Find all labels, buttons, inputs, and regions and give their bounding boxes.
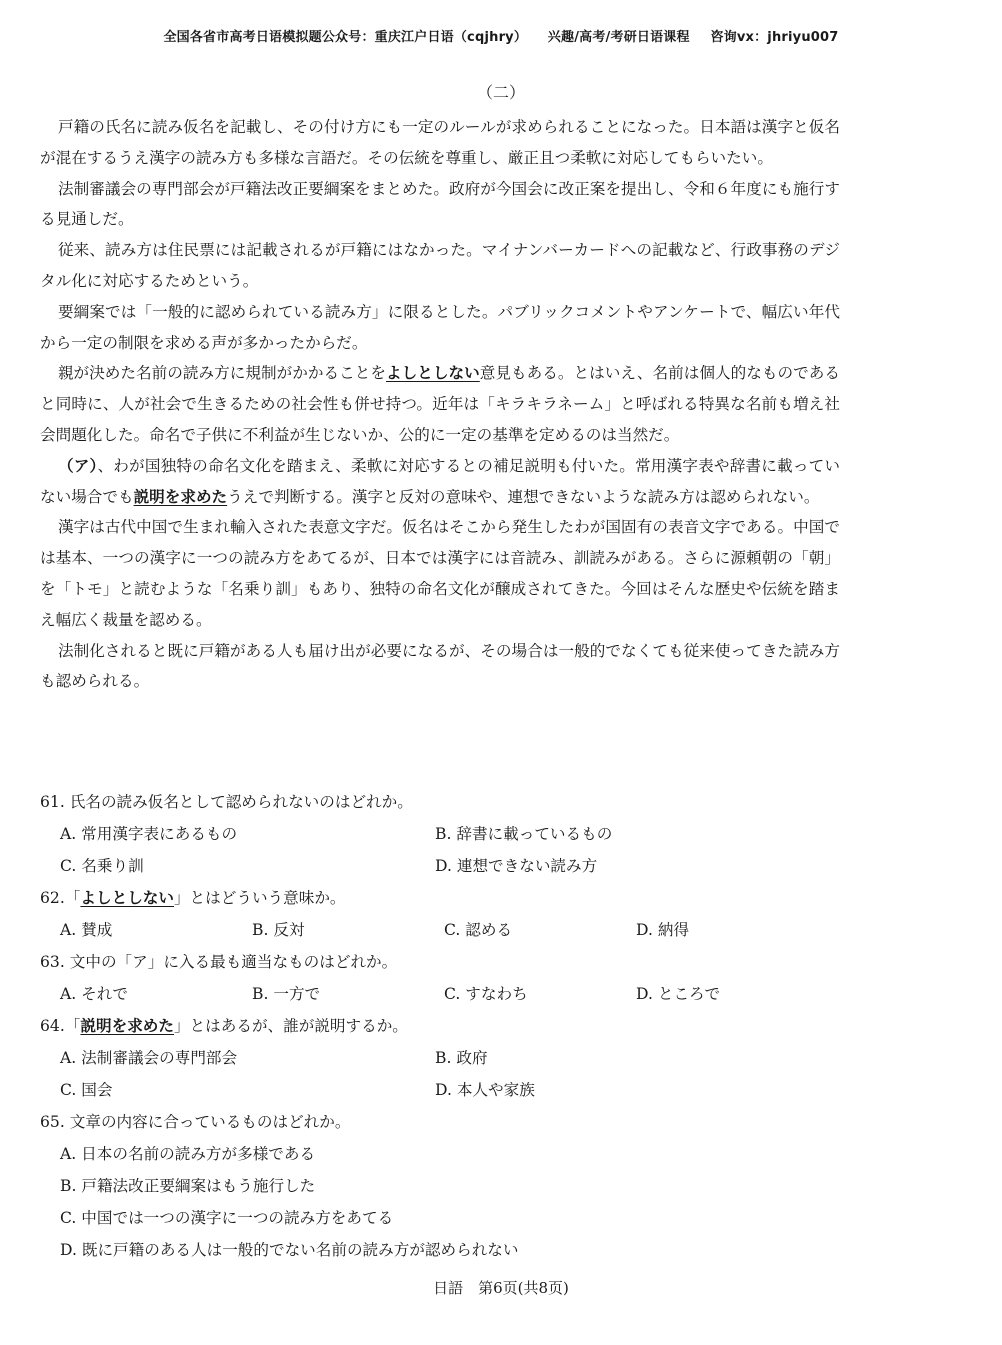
option-c: C. 中国では一つの漢字に一つの読み方をあてる	[60, 1209, 394, 1227]
option-group	[40, 1042, 870, 1106]
section-title: （二）	[476, 83, 525, 102]
option-b: B. 戸籍法改正要綱案はもう施行した	[60, 1177, 316, 1195]
question-stem: 61. 氏名の読み仮名として認められないのはどれか。	[40, 793, 413, 811]
question-stem: 63. 文中の「ア」に入る最も適当なものはどれか。	[40, 953, 398, 971]
stem-after: 」とはどういう意味か。	[173, 889, 346, 907]
page-header	[0, 26, 1002, 45]
option-d: D. 納得	[636, 921, 690, 939]
p6-text-after: うえで判断する。漢字と反対の意味や、連想できないような読み方は認められない。	[227, 487, 820, 506]
header-contact: 咨询vx：jhriyu007	[710, 30, 839, 45]
underlined-phrase-yoshitoshinai: よしとしない	[386, 363, 480, 383]
paragraph-2: 法制審議会の専門部会が戸籍法改正要綱案をまとめた。政府が今国会に改正案を提出し、令和６年度にも施行する見通しだ。	[40, 179, 840, 229]
paragraph-4: 要綱案では「一般的に認められている読み方」に限るとした。パブリックコメントやアンケートで、幅広い年代から一定の制限を求める声が多かったからだ。	[40, 302, 840, 352]
paragraph-8: 法制化されると既に戸籍がある人も届け出が必要になるが、その場合は一般的でなくても従来使ってきた読み方も認められる。	[40, 641, 840, 691]
question-stem	[40, 1010, 870, 1042]
option-b: B. 一方で	[252, 985, 321, 1003]
question-stem	[40, 882, 870, 914]
option-c: C. すなわち	[444, 985, 528, 1003]
reading-passage	[40, 112, 840, 697]
option-c: C. 名乗り訓	[60, 857, 144, 875]
p5-text-after: 意見もある。とはいえ、名前は個人的なものであると同時に、人が社会で生きるための社会性も併せ持つ。近年は「キラキラネーム」と呼ばれる特異な名前も増え社会問題化した。命名で子供に不利益が生じないか、公的に一定の基準を定めるのは当然だ。	[40, 364, 840, 444]
option-a: A. それで	[60, 985, 128, 1003]
question-65	[40, 1106, 870, 1266]
option-c: C. 認める	[444, 921, 513, 939]
option-d: D. 本人や家族	[435, 1081, 535, 1099]
option-c: C. 国会	[60, 1081, 113, 1099]
option-a: A. 賛成	[60, 921, 113, 939]
paragraph-5	[40, 358, 840, 450]
question-63	[40, 946, 870, 1010]
option-a: A. 日本の名前の読み方が多様である	[60, 1145, 316, 1163]
paragraph-6	[40, 451, 840, 513]
question-61	[40, 786, 870, 882]
option-group	[40, 818, 870, 882]
option-group	[40, 914, 870, 946]
question-62	[40, 882, 870, 946]
option-group	[40, 978, 870, 1010]
option-group	[40, 1138, 870, 1266]
page-footer: 日語 第6页(共8页)	[433, 1279, 569, 1297]
question-list	[40, 786, 870, 1266]
header-account: 全国各省市高考日语模拟题公众号：重庆江户日语（cqjhry）	[163, 30, 528, 45]
paragraph-1: 戸籍の氏名に読み仮名を記載し、その付け方にも一定のルールが求められることになった。日本語は漢字と仮名が混在するうえ漢字の読み方も多様な言語だ。その伝統を尊重し、厳正且つ柔軟に対応してもらいたい。	[40, 118, 840, 167]
option-b: B. 政府	[435, 1049, 488, 1067]
stem-before: 62.「	[40, 889, 81, 907]
paragraph-3: 従来、読み方は住民票には記載されるが戸籍にはなかった。マイナンバーカードへの記載など、行政事務のデジタル化に対応するためという。	[40, 241, 840, 290]
stem-before: 64.「	[40, 1017, 81, 1035]
option-d: D. ところで	[636, 985, 721, 1003]
option-a: A. 法制審議会の専門部会	[60, 1049, 238, 1067]
stem-after: 」とはあるが、誰が説明するか。	[173, 1017, 408, 1035]
paragraph-7: 漢字は古代中国で生まれ輸入された表意文字だ。仮名はそこから発生したわが国固有の表音文字である。中国では基本、一つの漢字に一つの読み方をあてるが、日本では漢字には音読み、訓読みがある。さらに源頼朝の「朝」を「トモ」と読むような「名乗り訓」もあり、独特の命名文化が醸成されてきた。今回はそんな歴史や伝統を踏まえ幅広く裁量を認める。	[40, 518, 840, 629]
question-stem: 65. 文章の内容に合っているものはどれか。	[40, 1113, 351, 1131]
option-d: D. 連想できない読み方	[435, 857, 598, 875]
question-64	[40, 1010, 870, 1106]
option-b: B. 辞書に載っているもの	[435, 825, 613, 843]
stem-underlined: よしとしない	[80, 888, 174, 907]
option-d: D. 既に戸籍のある人は一般的でない名前の読み方が認められない	[60, 1241, 519, 1259]
option-a: A. 常用漢字表にあるもの	[60, 825, 238, 843]
option-b: B. 反対	[252, 921, 305, 939]
blank-a: （ア）	[57, 455, 98, 475]
p6-text-before: 、わが国独特の命名文化を踏まえ、柔軟に対応するとの補足説明も付いた。常用漢字表や辞書に載っていない場合でも	[40, 456, 840, 506]
stem-underlined: 説明を求めた	[80, 1016, 174, 1035]
underlined-phrase-setsumei: 説明を求めた	[133, 486, 228, 506]
p5-text-before: 親が決めた名前の読み方に規制がかかることを	[57, 364, 387, 383]
header-courses: 兴趣/高考/考研日语课程	[547, 30, 690, 45]
